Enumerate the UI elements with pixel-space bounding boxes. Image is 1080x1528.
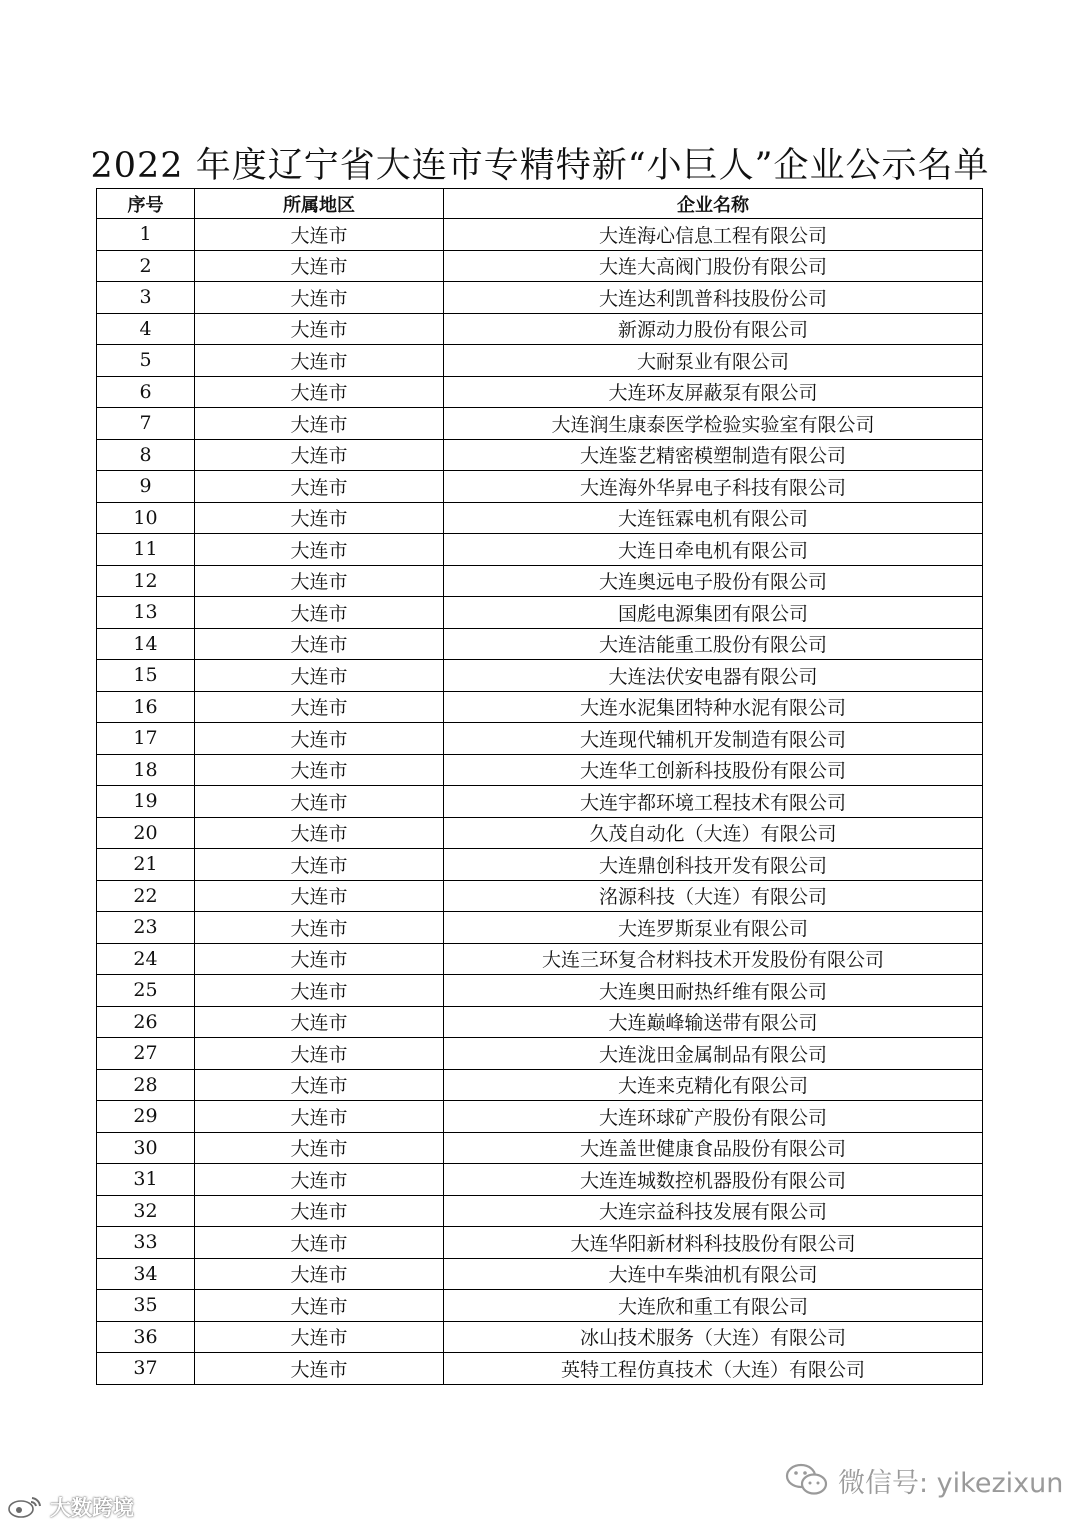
table-row <box>97 754 983 786</box>
row-number: 32 <box>97 1195 195 1227</box>
row-number: 7 <box>97 408 195 440</box>
weibo-icon <box>6 1494 46 1520</box>
row-company-name: 大连来克精化有限公司 <box>444 1069 983 1101</box>
table-row <box>97 250 983 282</box>
brand-watermark <box>6 1492 134 1522</box>
row-region: 大连市 <box>195 439 444 471</box>
row-company-name: 大连奥田耐热纤维有限公司 <box>444 975 983 1007</box>
company-table <box>96 188 983 1385</box>
table-row <box>97 439 983 471</box>
table-row <box>97 1353 983 1385</box>
table-row <box>97 1132 983 1164</box>
row-number: 11 <box>97 534 195 566</box>
table-row <box>97 660 983 692</box>
row-region: 大连市 <box>195 975 444 1007</box>
wechat-watermark <box>784 1460 1063 1500</box>
row-number: 12 <box>97 565 195 597</box>
row-number: 26 <box>97 1006 195 1038</box>
row-region: 大连市 <box>195 502 444 534</box>
row-region: 大连市 <box>195 1132 444 1164</box>
row-number: 22 <box>97 880 195 912</box>
row-company-name: 大连连城数控机器股份有限公司 <box>444 1164 983 1196</box>
row-company-name: 大连中车柴油机有限公司 <box>444 1258 983 1290</box>
row-company-name: 大连现代辅机开发制造有限公司 <box>444 723 983 755</box>
table-row <box>97 943 983 975</box>
row-region: 大连市 <box>195 1290 444 1322</box>
row-region: 大连市 <box>195 376 444 408</box>
row-company-name: 大连环球矿产股份有限公司 <box>444 1101 983 1133</box>
row-company-name: 大连宗益科技发展有限公司 <box>444 1195 983 1227</box>
table-header <box>97 189 983 219</box>
row-region: 大连市 <box>195 660 444 692</box>
row-region: 大连市 <box>195 1321 444 1353</box>
row-company-name: 大连达利凯普科技股份公司 <box>444 282 983 314</box>
table-row <box>97 1069 983 1101</box>
row-number: 8 <box>97 439 195 471</box>
row-company-name: 洺源科技（大连）有限公司 <box>444 880 983 912</box>
table-row <box>97 1195 983 1227</box>
table-row <box>97 1164 983 1196</box>
row-company-name: 大连宇都环境工程技术有限公司 <box>444 786 983 818</box>
row-company-name: 大连海外华昇电子科技有限公司 <box>444 471 983 503</box>
row-region: 大连市 <box>195 723 444 755</box>
row-number: 1 <box>97 219 195 251</box>
table-row <box>97 471 983 503</box>
row-number: 20 <box>97 817 195 849</box>
row-region: 大连市 <box>195 754 444 786</box>
table-row <box>97 691 983 723</box>
row-number: 14 <box>97 628 195 660</box>
row-number: 15 <box>97 660 195 692</box>
row-company-name: 国彪电源集团有限公司 <box>444 597 983 629</box>
row-region: 大连市 <box>195 817 444 849</box>
row-region: 大连市 <box>195 282 444 314</box>
row-company-name: 大连海心信息工程有限公司 <box>444 219 983 251</box>
table-row <box>97 880 983 912</box>
row-number: 21 <box>97 849 195 881</box>
row-company-name: 大连洁能重工股份有限公司 <box>444 628 983 660</box>
row-number: 5 <box>97 345 195 377</box>
row-region: 大连市 <box>195 1038 444 1070</box>
table-row <box>97 975 983 1007</box>
row-region: 大连市 <box>195 1069 444 1101</box>
brand-name: 大数跨境 <box>50 1496 134 1520</box>
row-company-name: 大连华工创新科技股份有限公司 <box>444 754 983 786</box>
table-row <box>97 313 983 345</box>
row-region: 大连市 <box>195 250 444 282</box>
table-row <box>97 282 983 314</box>
table-row <box>97 534 983 566</box>
row-company-name: 大连三环复合材料技术开发股份有限公司 <box>444 943 983 975</box>
row-region: 大连市 <box>195 1006 444 1038</box>
table-row <box>97 597 983 629</box>
row-company-name: 大连奥远电子股份有限公司 <box>444 565 983 597</box>
row-region: 大连市 <box>195 849 444 881</box>
page-title: 2022 年度辽宁省大连市专精特新“小巨人”企业公示名单 <box>90 146 990 186</box>
row-region: 大连市 <box>195 1164 444 1196</box>
row-company-name: 大连泷田金属制品有限公司 <box>444 1038 983 1070</box>
row-number: 9 <box>97 471 195 503</box>
row-company-name: 大连巅峰输送带有限公司 <box>444 1006 983 1038</box>
row-company-name: 英特工程仿真技术（大连）有限公司 <box>444 1353 983 1385</box>
row-region: 大连市 <box>195 565 444 597</box>
table-row <box>97 723 983 755</box>
row-company-name: 大耐泵业有限公司 <box>444 345 983 377</box>
row-number: 10 <box>97 502 195 534</box>
row-number: 31 <box>97 1164 195 1196</box>
table-row <box>97 1038 983 1070</box>
table-row <box>97 219 983 251</box>
table-row <box>97 817 983 849</box>
table-row <box>97 1227 983 1259</box>
row-number: 25 <box>97 975 195 1007</box>
row-company-name: 大连法伏安电器有限公司 <box>444 660 983 692</box>
row-number: 19 <box>97 786 195 818</box>
table-row <box>97 1258 983 1290</box>
row-region: 大连市 <box>195 345 444 377</box>
row-company-name: 大连润生康泰医学检验实验室有限公司 <box>444 408 983 440</box>
row-company-name: 大连罗斯泵业有限公司 <box>444 912 983 944</box>
table-row <box>97 786 983 818</box>
row-region: 大连市 <box>195 880 444 912</box>
header-no: 序号 <box>97 189 195 219</box>
row-number: 24 <box>97 943 195 975</box>
row-number: 23 <box>97 912 195 944</box>
row-number: 3 <box>97 282 195 314</box>
row-company-name: 大连大高阀门股份有限公司 <box>444 250 983 282</box>
row-region: 大连市 <box>195 786 444 818</box>
row-region: 大连市 <box>195 313 444 345</box>
row-region: 大连市 <box>195 1258 444 1290</box>
row-region: 大连市 <box>195 628 444 660</box>
row-company-name: 大连鉴艺精密模塑制造有限公司 <box>444 439 983 471</box>
row-company-name: 久茂自动化（大连）有限公司 <box>444 817 983 849</box>
row-company-name: 大连盖世健康食品股份有限公司 <box>444 1132 983 1164</box>
header-region: 所属地区 <box>195 189 444 219</box>
row-region: 大连市 <box>195 1101 444 1133</box>
row-number: 16 <box>97 691 195 723</box>
row-region: 大连市 <box>195 597 444 629</box>
header-name: 企业名称 <box>444 189 983 219</box>
table-row <box>97 912 983 944</box>
row-company-name: 大连日牵电机有限公司 <box>444 534 983 566</box>
table-row <box>97 1290 983 1322</box>
row-number: 2 <box>97 250 195 282</box>
table-row <box>97 1321 983 1353</box>
row-number: 4 <box>97 313 195 345</box>
table-row <box>97 345 983 377</box>
table-row <box>97 408 983 440</box>
table-body <box>97 219 983 1385</box>
row-region: 大连市 <box>195 691 444 723</box>
row-region: 大连市 <box>195 219 444 251</box>
wechat-icon <box>784 1461 830 1499</box>
row-region: 大连市 <box>195 1353 444 1385</box>
row-number: 27 <box>97 1038 195 1070</box>
row-number: 17 <box>97 723 195 755</box>
row-region: 大连市 <box>195 912 444 944</box>
row-number: 35 <box>97 1290 195 1322</box>
table-row <box>97 628 983 660</box>
row-company-name: 大连鼎创科技开发有限公司 <box>444 849 983 881</box>
row-number: 13 <box>97 597 195 629</box>
row-number: 36 <box>97 1321 195 1353</box>
wechat-id: 微信号: yikezixun <box>838 1467 1064 1499</box>
table-row <box>97 376 983 408</box>
row-region: 大连市 <box>195 471 444 503</box>
row-number: 30 <box>97 1132 195 1164</box>
row-company-name: 大连华阳新材料科技股份有限公司 <box>444 1227 983 1259</box>
row-company-name: 大连欣和重工有限公司 <box>444 1290 983 1322</box>
row-number: 6 <box>97 376 195 408</box>
row-company-name: 大连钰霖电机有限公司 <box>444 502 983 534</box>
table-row <box>97 849 983 881</box>
row-number: 29 <box>97 1101 195 1133</box>
row-number: 33 <box>97 1227 195 1259</box>
row-company-name: 大连环友屏蔽泵有限公司 <box>444 376 983 408</box>
row-region: 大连市 <box>195 1195 444 1227</box>
row-number: 34 <box>97 1258 195 1290</box>
row-company-name: 新源动力股份有限公司 <box>444 313 983 345</box>
table-row <box>97 1006 983 1038</box>
row-number: 28 <box>97 1069 195 1101</box>
row-region: 大连市 <box>195 1227 444 1259</box>
row-company-name: 大连水泥集团特种水泥有限公司 <box>444 691 983 723</box>
row-region: 大连市 <box>195 534 444 566</box>
row-region: 大连市 <box>195 408 444 440</box>
row-company-name: 冰山技术服务（大连）有限公司 <box>444 1321 983 1353</box>
row-number: 37 <box>97 1353 195 1385</box>
row-number: 18 <box>97 754 195 786</box>
row-region: 大连市 <box>195 943 444 975</box>
table-row <box>97 1101 983 1133</box>
table-row <box>97 565 983 597</box>
header-row <box>97 189 983 219</box>
table-row <box>97 502 983 534</box>
